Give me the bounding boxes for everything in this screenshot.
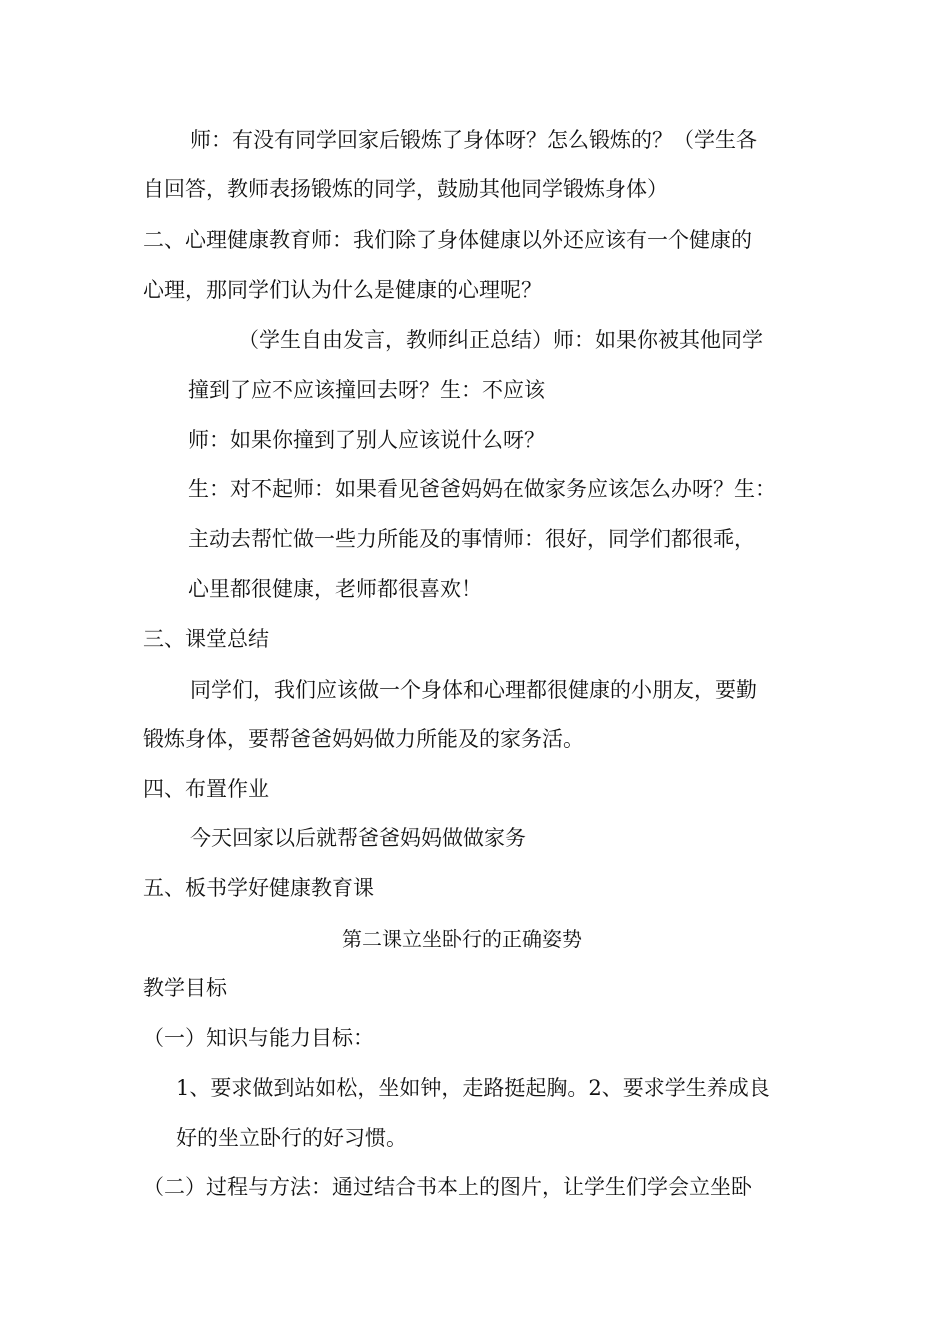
paragraph-line: 师：有没有同学回家后锻炼了身体呀？怎么锻炼的？（学生各 <box>190 128 757 152</box>
paragraph-line: （学生自由发言，教师纠正总结）师：如果你被其他同学 <box>238 328 763 352</box>
subheading-process: （二）过程与方法：通过结合书本上的图片，让学生们学会立坐卧 <box>143 1175 752 1199</box>
paragraph-line: 主动去帮忙做一些力所能及的事情师：很好，同学们都很乖， <box>188 527 755 551</box>
objectives-heading: 教学目标 <box>143 976 227 1000</box>
section-heading-4: 四、布置作业 <box>143 777 269 801</box>
section-heading-2: 二、心理健康教育师：我们除了身体健康以外还应该有一个健康的 <box>143 228 752 252</box>
paragraph-line: 心理，那同学们认为什么是健康的心理呢？ <box>143 278 542 302</box>
paragraph-line: 自回答，教师表扬锻炼的同学，鼓励其他同学锻炼身体） <box>143 177 668 201</box>
paragraph-line: 锻炼身体，要帮爸爸妈妈做力所能及的家务活。 <box>143 727 584 751</box>
subheading-knowledge: （一）知识与能力目标： <box>143 1026 374 1050</box>
section-heading-5: 五、板书学好健康教育课 <box>143 876 374 900</box>
paragraph-line: 撞到了应不应该撞回去呀？生：不应该 <box>188 378 545 402</box>
paragraph-line: 好的坐立卧行的好习惯。 <box>176 1126 407 1150</box>
paragraph-line: 1、要求做到站如松，坐如钟，走路挺起胸。2、要求学生养成良 <box>176 1076 770 1100</box>
paragraph-line: 同学们，我们应该做一个身体和心理都很健康的小朋友，要勤 <box>190 678 757 702</box>
paragraph-line: 生：对不起师：如果看见爸爸妈妈在做家务应该怎么办呀？生： <box>188 477 776 501</box>
paragraph-line: 心里都很健康，老师都很喜欢！ <box>188 577 482 601</box>
paragraph-line: 今天回家以后就帮爸爸妈妈做做家务 <box>190 826 526 850</box>
lesson-title: 第二课立坐卧行的正确姿势 <box>342 927 582 951</box>
section-heading-3: 三、课堂总结 <box>143 627 269 651</box>
paragraph-line: 师：如果你撞到了别人应该说什么呀？ <box>188 428 545 452</box>
